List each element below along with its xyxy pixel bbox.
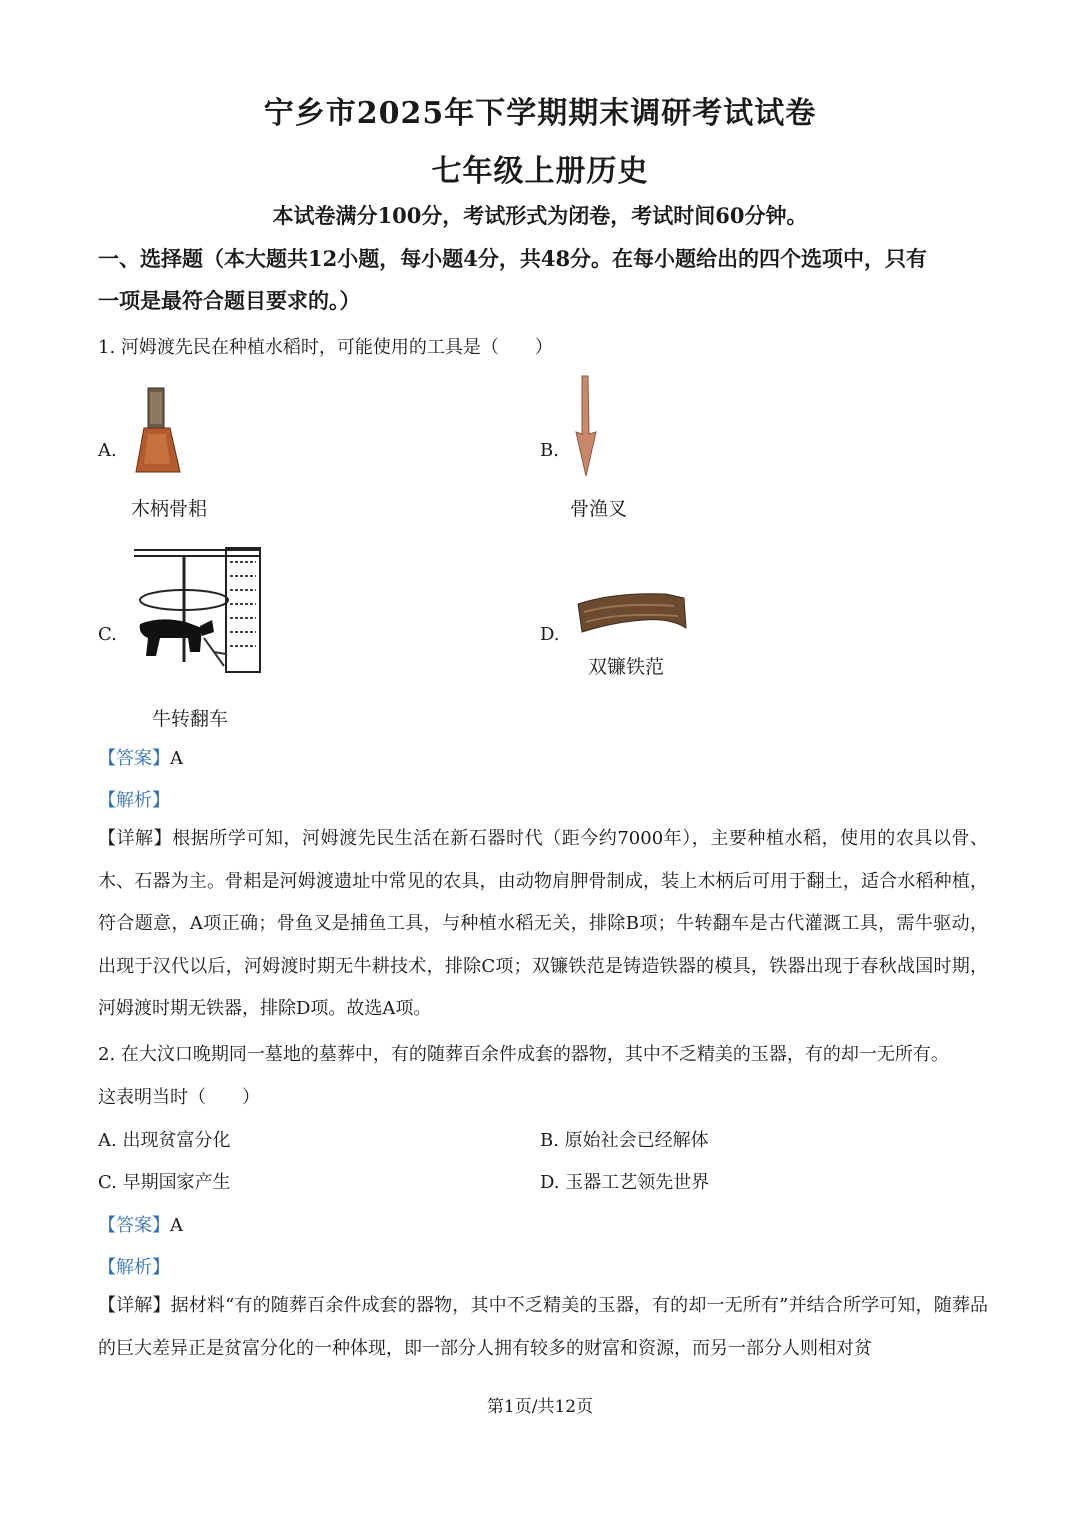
analysis-tag: 【解析】 xyxy=(98,790,170,811)
q1-detail-text: 根据所学可知，河姆渡先民生活在新石器时代（距今约7000年），主要种植水稻，使用的农具以骨、木、石器为主。骨耜是河姆渡遗址中常见的农具，由动物肩胛骨制成，装上木柄后可用于翻土，适合水稻种植，符合题意，A项正确；骨鱼叉是捕鱼工具，与种植水稻无关，排除B项；牛转翻车是古代灌溉工具，需牛驱动，出现于汉代以后，河姆渡时期无牛耕技术，排除C项；双镰铁范是铸造铁器的模具，铁器出现于春秋战国时期，河姆渡时期无铁器，排除D项。故选A项。 xyxy=(98,828,989,1020)
answer-tag: 【答案】 xyxy=(98,1215,170,1236)
q1-analysis-row xyxy=(98,786,170,812)
q2-option-c: C. 早期国家产生 xyxy=(98,1172,231,1193)
question-2-stem-line2: 这表明当时（ ） xyxy=(98,1087,260,1108)
section-heading-line1: 一、选择题（本大题共12小题，每小题4分，共48分。在每小题给出的四个选项中，只有 xyxy=(98,246,928,271)
q1-option-b-letter: B. xyxy=(540,440,559,461)
q2-detail-text: 据材料“有的随葬百余件成套的器物，其中不乏精美的玉器，有的却一无所有”并结合所学可知，随葬品的巨大差异正是贫富分化的一种体现，即一部分人拥有较多的财富和资源，而另一部分人则相对贫 xyxy=(98,1295,988,1359)
question-1-stem: 1. 河姆渡先民在种植水稻时，可能使用的工具是（ ） xyxy=(98,337,553,358)
analysis-tag: 【解析】 xyxy=(98,1257,170,1278)
q2-detail-paragraph xyxy=(98,1285,988,1370)
detail-tag: 【详解】 xyxy=(98,828,173,849)
answer-tag: 【答案】 xyxy=(98,748,170,769)
q1-answer-row xyxy=(98,744,183,770)
q1-detail-paragraph xyxy=(98,818,988,1031)
q1-option-a-letter: A. xyxy=(98,440,117,461)
exam-title: 宁乡市2025年下学期期末调研考试试卷 xyxy=(263,96,817,131)
q1-answer-value: A xyxy=(170,748,183,769)
exam-subtitle: 七年级上册历史 xyxy=(431,154,649,189)
q1-option-b-caption: 骨渔叉 xyxy=(570,498,628,520)
q2-option-d: D. 玉器工艺领先世界 xyxy=(540,1172,710,1193)
exam-instructions: 本试卷满分100分，考试形式为闭卷，考试时间60分钟。 xyxy=(272,203,808,228)
q2-analysis-row xyxy=(98,1253,170,1279)
page-number: 第1页/共12页 xyxy=(486,1397,594,1417)
detail-tag: 【详解】 xyxy=(98,1295,171,1316)
question-2-stem-line1: 2. 在大汶口晚期同一墓地的墓葬中，有的随葬百余件成套的器物，其中不乏精美的玉器，有的却一无所有。 xyxy=(98,1044,949,1065)
ox-waterwheel-icon xyxy=(130,542,266,678)
q1-option-c-caption: 牛转翻车 xyxy=(152,708,229,730)
section-heading-line2: 一项是最符合题目要求的。） xyxy=(98,288,361,313)
q1-option-d-letter: D. xyxy=(540,624,560,645)
q1-option-a-caption: 木柄骨耜 xyxy=(131,498,208,520)
q2-answer-row xyxy=(98,1211,183,1237)
iron-mold-icon xyxy=(574,588,688,640)
q2-option-a: A. 出现贫富分化 xyxy=(98,1130,231,1151)
bone-harpoon-icon xyxy=(570,374,600,478)
q1-option-d-caption: 双镰铁范 xyxy=(588,656,665,678)
q2-answer-value: A xyxy=(170,1215,183,1236)
q2-option-b: B. 原始社会已经解体 xyxy=(540,1130,709,1151)
bone-spade-icon xyxy=(130,384,186,476)
q1-option-c-letter: C. xyxy=(98,624,117,645)
